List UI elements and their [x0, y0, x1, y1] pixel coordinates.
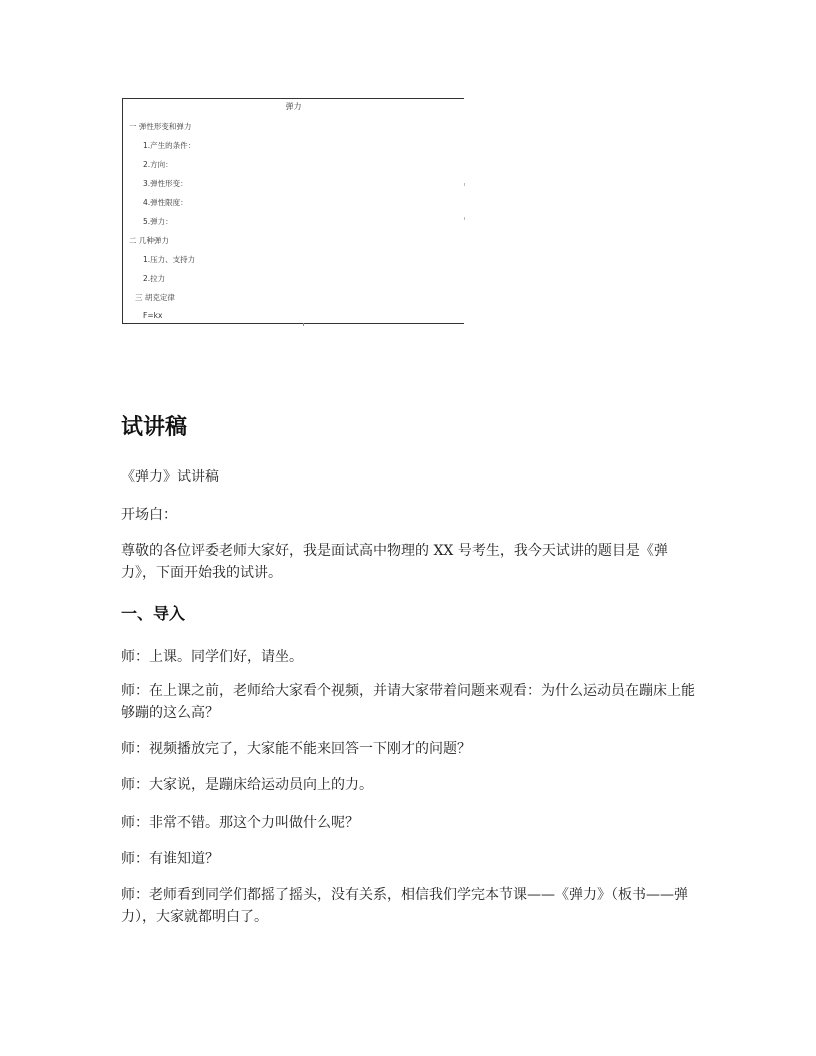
opening-text: 尊敬的各位评委老师大家好，我是面试高中物理的 XX 号考生，我今天试讲的题目是《弹力》，下面开始我的试讲。: [121, 543, 668, 581]
dialogue-line: 师：有谁知道？: [121, 851, 219, 867]
board-line-section-3: 三 胡克定律: [135, 293, 175, 302]
board-line-item: 4.弹性限度：: [143, 198, 188, 207]
section-heading-intro: 一、导入: [121, 604, 186, 623]
board-edge-mark: [464, 183, 465, 186]
board-title: 弹力: [285, 102, 302, 111]
board-line-formula: F=kx: [143, 311, 163, 320]
opening-label: 开场白：: [121, 507, 177, 523]
board-edge-mark: [464, 217, 465, 220]
document-title: 试讲稿: [121, 415, 188, 440]
board-line-item: 2.拉力: [143, 274, 166, 283]
dialogue-line: 师：在上课之前，老师给大家看个视频，并请大家带着问题来观看：为什么运动员在蹦床上能够蹦的这么高？: [121, 683, 695, 721]
dialogue-line: 师：老师看到同学们都摇了摇头，没有关系，相信我们学完本节课——《弹力》（板书——弹力），大家就都明白了。: [121, 887, 688, 925]
board-line-item: 5.弹力：: [143, 217, 173, 226]
board-line-item: 2.方向：: [143, 160, 173, 169]
board-bottom-mark: [303, 323, 304, 326]
board-outline: [122, 98, 464, 324]
board-line-section-1: 一 弹性形变和弹力: [129, 122, 192, 131]
dialogue-line: 师：上课。同学们好，请坐。: [121, 649, 303, 665]
board-line-item: 1.产生的条件：: [143, 141, 196, 150]
dialogue-line: 师：大家说，是蹦床给运动员向上的力。: [121, 777, 373, 793]
board-line-item: 3.弹性形变：: [143, 179, 188, 188]
dialogue-line: 师：视频播放完了，大家能不能来回答一下刚才的问题？: [121, 741, 471, 757]
board-line-section-2: 二 几种弹力: [129, 236, 169, 245]
document-subtitle: 《弹力》试讲稿: [121, 469, 219, 485]
board-line-item: 1.压力、支持力: [143, 255, 196, 264]
dialogue-line: 师：非常不错。那这个力叫做什么呢？: [121, 815, 359, 831]
